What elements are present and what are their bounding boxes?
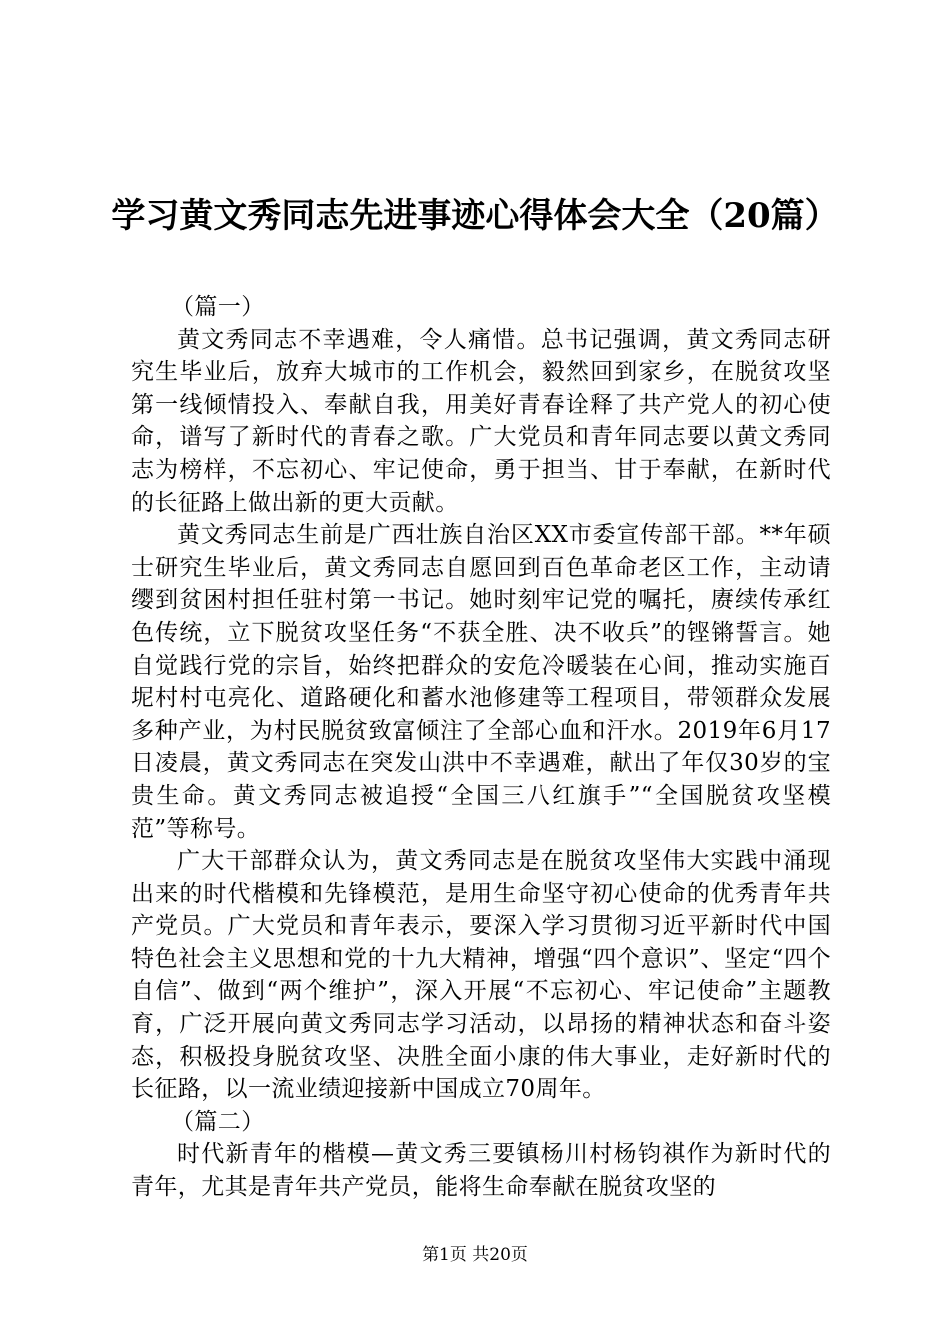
paragraph: 时代新青年的楷模—黄文秀三要镇杨川村杨钧祺作为新时代的青年，尤其是青年共产党员，能将生命奉献在脱贫攻坚的 xyxy=(131,1141,831,1201)
paragraph: 广大干部群众认为，黄文秀同志是在脱贫攻坚伟大实践中涌现出来的时代楷模和先锋模范，是用生命坚守初心使命的优秀青年共产党员。广大党员和青年表示，要深入学习贯彻习近平新时代中国特色社会主义思想和党的十九大精神，增强“四个意识”、坚定“四个自信”、做到“两个维护”，深入开展“不忘初心、牢记使命”主题教育，广泛开展向黄文秀同志学习活动，以昂扬的精神状态和奋斗姿态，积极投身脱贫攻坚、决胜全面小康的伟大事业，走好新时代的长征路，以一流业绩迎接新中国成立70周年。 xyxy=(131,848,831,1103)
section-heading-2: （篇二） xyxy=(171,1108,265,1135)
page-footer: 第1页 共20页 xyxy=(422,1245,528,1265)
document-body xyxy=(131,291,831,1204)
paragraph: 黄文秀同志不幸遇难，令人痛惜。总书记强调，黄文秀同志研究生毕业后，放弃大城市的工作机会，毅然回到家乡，在脱贫攻坚第一线倾情投入、奉献自我，用美好青春诠释了共产党人的初心使命，谱写了新时代的青春之歌。广大党员和青年同志要以黄文秀同志为榜样，不忘初心、牢记使命，勇于担当、甘于奉献，在新时代的长征路上做出新的更大贡献。 xyxy=(131,326,831,516)
section-heading-1: （篇一） xyxy=(171,294,265,320)
document-title: 学习黄文秀同志先进事迹心得体会大全（20篇） xyxy=(111,196,839,236)
paragraph: 黄文秀同志生前是广西壮族自治区XX市委宣传部干部。**年硕士研究生毕业后，黄文秀同志自愿回到百色革命老区工作，主动请缨到贫困村担任驻村第一书记。她时刻牢记党的嘱托，赓续传承红色传统，立下脱贫攻坚任务“不获全胜、决不收兵”的铿锵誓言。她自觉践行党的宗旨，始终把群众的安危冷暖装在心间，推动实施百坭村村屯亮化、道路硬化和蓄水池修建等工程项目，带领群众发展多种产业，为村民脱贫致富倾注了全部心血和汗水。2019年6月17日凌晨，黄文秀同志在突发山洪中不幸遇难，献出了年仅30岁的宝贵生命。黄文秀同志被追授“全国三八红旗手”“全国脱贫攻坚模范”等称号。 xyxy=(131,522,831,842)
